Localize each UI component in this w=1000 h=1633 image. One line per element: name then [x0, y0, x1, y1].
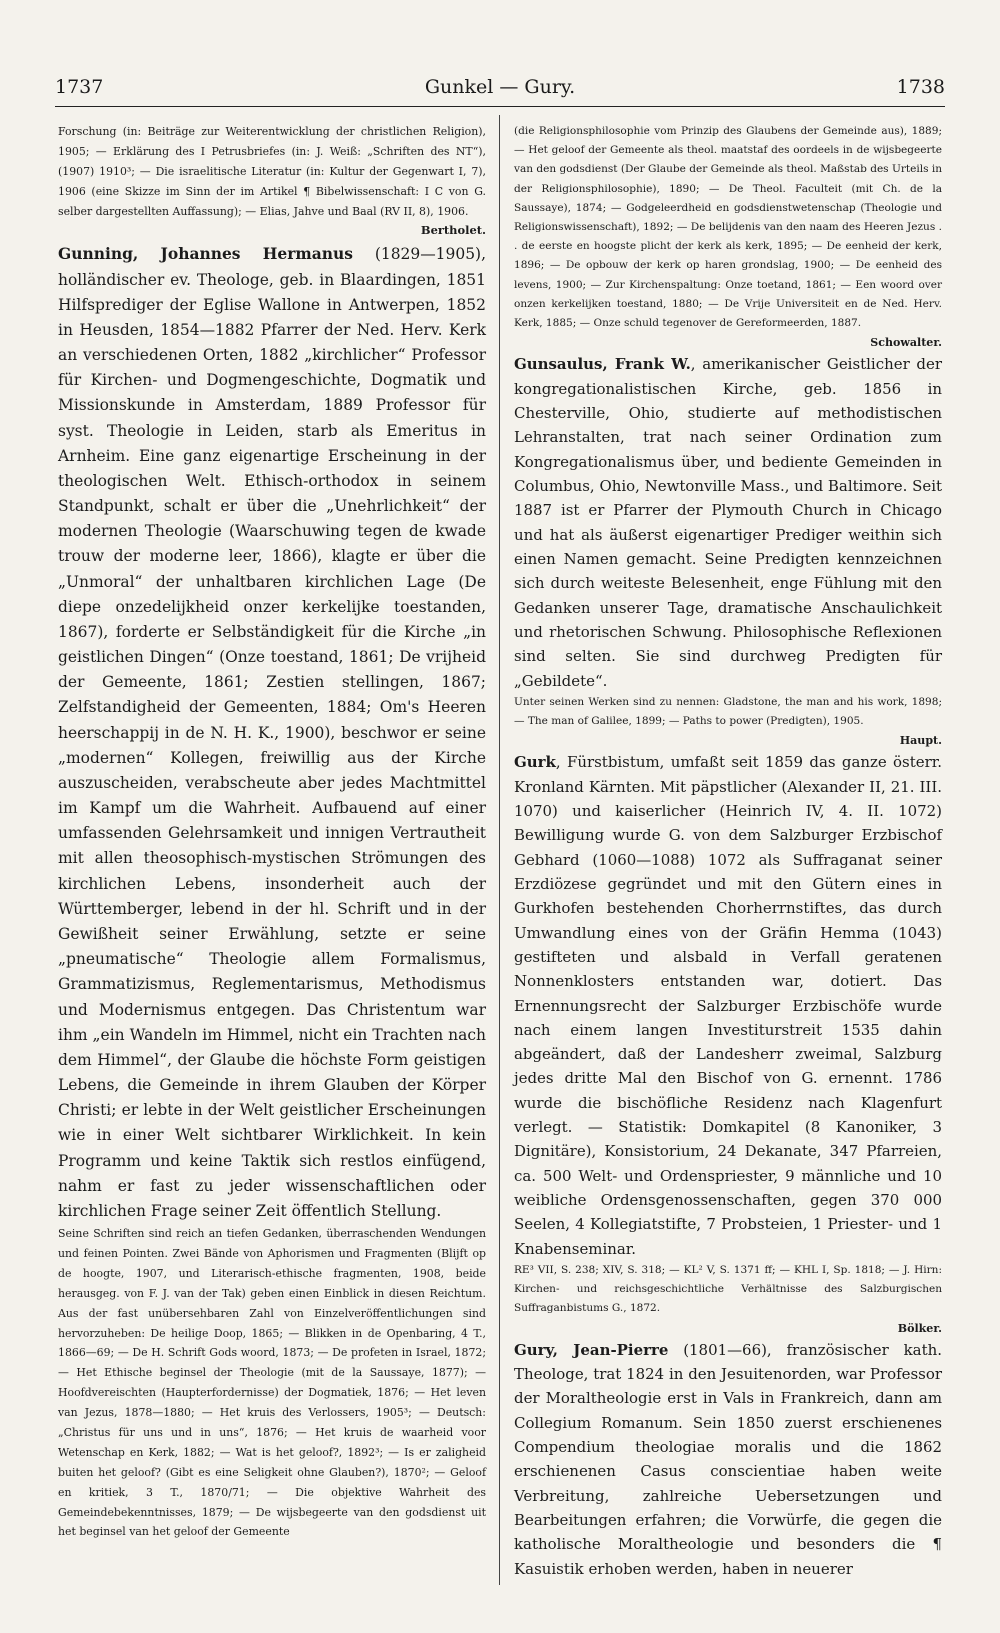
- headword: Gunsaulus, Frank W.: [514, 355, 691, 374]
- page-number-right: 1738: [896, 76, 945, 98]
- article-text: , amerikanischer Geistlicher der kongregationalistischen Kirche, geb. 1856 in Chesterville, Ohio, studierte auf methodistischen Lehranstalten, trat nach seiner Ordination zum Kongregationalismus über, und bediente Gemeinden in Columbus, Ohio, Newtonville Mass., und Baltimore. Seit 1887 ist er Pfarrer der Plymouth Church in Chicago und hat als äußerst eigenartiger Prediger weithin sich einen Namen gemacht. Seine Predigten kennzeichnen sich durch weiteste Belesenheit, enge Fühlung mit den Gedanken unserer Tage, dramatische Anschaulichkeit und rhetorischen Schwung. Philosophische Reflexionen sind selten. Sie sind durchweg Predigten für „Gebildete“.: [514, 355, 942, 690]
- article-gurk: [514, 750, 942, 1261]
- article-gury: [514, 1338, 942, 1581]
- bibliography: RE³ VII, S. 238; XIV, S. 318; — KL² V, S. 1371 ff; — KHL I, Sp. 1818; — J. Hirn: Kirchen- und reichsgeschichtliche Verhältnisse des Salzburgischen Suffraganbistums G., 1872.: [514, 1263, 942, 1315]
- headword: Gury, Jean-Pierre: [514, 1340, 669, 1359]
- author-signature: Haupt.: [899, 734, 942, 748]
- running-head: [55, 66, 945, 107]
- article-gunning: [58, 241, 486, 1224]
- article-text: , Fürstbistum, umfaßt seit 1859 das ganze österr. Kronland Kärnten. Mit päpstlicher (Alexander II, 21. III. 1070) und kaiserlicher (Heinrich IV, 4. II. 1072) Bewilligung wurde G. von dem Salzburger Erzbischof Gebhard (1060—1088) 1072 als Suffraganat seiner Erzdiözese gegründet und mit den Gütern eines in Gurkhofen bestehenden Chorherrnstiftes, das durch Umwandlung eines von der Gräfin Hemma (1043) gestifteten und alsbald in Verfall geratenen Nonnenklosters entstanden war, dotiert. Das Ernennungsrecht der Salzburger Erzbischöfe wurde nach einem langen Investiturstreit 1535 dahin abgeändert, daß der Landesherr zweimal, Salzburg jedes dritte Mal den Bischof von G. ernennt. 1786 wurde die bischöfliche Residenz nach Klagenfurt verlegt. — Statistik: Domkapitel (8 Kanoniker, 3 Dignitäre), Konsistorium, 24 Dekanate, 347 Pfarreien, ca. 500 Welt- und Ordenspriester, 9 männliche und 10 weibliche Ordensgenossenschaften, gegen 370 000 Seelen, 4 Kollegiatstifte, 7 Probsteien, 1 Priester- und 1 Knabenseminar.: [514, 753, 942, 1258]
- bibliography-continued: (die Religionsphilosophie vom Prinzip des Glaubens der Gemeinde aus), 1889; — Het geloof der Gemeente als theol. maatstaf des oordeels in de wijsbegeerte van den godsdienst (Der Glaube der Gemeinde als theol. Maßstab des Urteils in der Religionsphilosophie), 1890; — De Theol. Faculteit (mit Ch. de la Saussaye), 1874; — Godgeleerdheid en godsdienstwetenschap (Theologie und Religionswissenschaft), 1892; — De belijdenis van den naam des Heeren Jezus . . de eerste en hoogste plicht der kerk als kerk, 1895; — De eenheid der kerk, 1896; — De opbouw der kerk op haren grondslag, 1900; — De eenheid des levens, 1900; — Zur Kirchenspaltung: Onze toetand, 1861; — Een woord over onzen kerkelijken toestand, 1880; — De Vrije Universiteit en de Ned. Herv. Kerk, 1885; — Onze schuld tegenover de Gereformeerden, 1887.: [514, 125, 942, 330]
- article-gunsaulus: [514, 352, 942, 692]
- bibliography-previous: Forschung (in: Beiträge zur Weiterentwicklung der christlichen Religion), 1905; — Erklärung des I Petrusbriefes (in: J. Weiß: „Schriften des NT“), (1907) 1910³; — Die israelitische Literatur (in: Kultur der Gegenwart I, 7), 1906 (eine Skizze im Sinn der im Artikel ¶ Bibelwissenschaft: I C von G. selber dargestellten Auffassung); — Elias, Jahve und Baal (RV II, 8), 1906.: [58, 125, 486, 218]
- right-column: [514, 122, 942, 1581]
- running-title: Gunkel — Gury.: [424, 76, 576, 98]
- author-signature: Bölker.: [897, 1321, 942, 1335]
- bibliography: Unter seinen Werken sind zu nennen: Gladstone, the man and his work, 1898; — The man of Galilee, 1899; — Paths to power (Predigten), 1905.: [514, 695, 942, 728]
- page-number-left: 1737: [55, 76, 104, 98]
- bibliography: Seine Schriften sind reich an tiefen Gedanken, überraschenden Wendungen und feinen Pointen. Zwei Bände von Aphorismen und Fragmenten (Blijft op de hoogte, 1907, und Literarisch-ethische fragmenten, 1908, beide herausgeg. von F. J. van der Tak) geben einen Einblick in diesen Reichtum. Aus der fast unübersehbaren Zahl von Einzelveröffentlichungen sind hervorzuheben: De heilige Doop, 1865; — Blikken in de Openbaring, 4 T., 1866—69; — De H. Schrift Gods woord, 1873; — De profeten in Israel, 1872; — Het Ethische beginsel der Theologie (mit de la Saussaye, 1877); — Hoofdvereischten (Haupterfordernisse) der Dogmatiek, 1876; — Het leven van Jezus, 1878—1880; — Het kruis des Verlossers, 1905³; — Deutsch: „Christus für uns und in uns“, 1876; — Het kruis de waarheid voor Wetenschap en Kerk, 1882; — Wat is het geloof?, 1892³; — Is er zaligheid buiten het geloof? (Gibt es eine Seligkeit ohne Glauben?), 1870²; — Geloof en kritiek, 3 T., 1870/71; — Die objektive Wahrheit des Gemeindebekenntnisses, 1879; — De wijsbegeerte van den godsdienst uit het beginsel van het geloof der Gemeente: [58, 1227, 486, 1539]
- author-signature: Schowalter.: [870, 336, 942, 350]
- article-text: (1829—1905), holländischer ev. Theologe, geb. in Blaardingen, 1851 Hilfsprediger der Eglise Wallone in Antwerpen, 1852 in Heusden, 1854—1882 Pfarrer der Ned. Herv. Kerk an verschiedenen Orten, 1882 „kirchlicher“ Professor für Kirchen- und Dogmengeschichte, Dogmatik und Missionskunde in Amsterdam, 1889 Professor für syst. Theologie in Leiden, starb als Emeritus in Arnheim. Eine ganz eigenartige Erscheinung in der theologischen Welt. Ethisch-orthodox in seinem Standpunkt, schalt er über die „Unehrlichkeit“ der modernen Theologie (Waarschuwing tegen de kwade trouw der moderne leer, 1866), klagte er über die „Unmoral“ der unhaltbaren kirchlichen Lage (De diepe onzedelijkheid onzer kerkelijke toestanden, 1867), forderte er Selbständigkeit für die Kirche „in geistlichen Dingen“ (Onze toestand, 1861; De vrijheid der Gemeente, 1861; Zestien stellingen, 1867; Zelfstandigheid der Gemeenten, 1884; Om's Heeren heerschappij in de N. H. K., 1900), beschwor er seine „modernen“ Kollegen, freiwillig aus der Kirche auszuscheiden, verabscheute aber jedes Machtmittel im Kampf um die Wahrheit. Aufbauend auf einer umfassenden Gelehrsamkeit und innigen Vertrautheit mit allen theosophisch-mystischen Strömungen des kirchlichen Lebens, insonderheit auch der Württemberger, lebend in der hl. Schrift und in der Gewißheit seiner Erwählung, setzte er seine „pneumatische“ Theologie allem Formalismus, Grammatizismus, Reglementarismus, Methodismus und Modernismus entgegen. Das Christentum war ihm „ein Wandeln im Himmel, nicht ein Trachten nach dem Himmel“, der Glaube die höchste Form geistigen Lebens, die Gemeinde in ihrem Glauben der Körper Christi; er lebte in der Welt geistlicher Erscheinungen wie in einer Welt sichtbarer Wirklichkeit. In kein Programm und keine Taktik sich restlos einfügend, nahm er fast zu jeder wissenschaftlichen oder kirchlichen Frage seiner Zeit öffentlich Stellung.: [58, 245, 487, 1220]
- author-signature: Bertholet.: [420, 223, 486, 238]
- article-text: (1801—66), französischer kath. Theologe, trat 1824 in den Jesuitenorden, war Professor der Moraltheologie erst in Vals in Frankreich, dann am Collegium Romanum. Sein 1850 zuerst erschienenes Compendium theologiae moralis und die 1862 erschienenen Casus conscientiae haben weite Verbreitung, zahlreiche Uebersetzungen und Bearbeitungen erfahren; die Vorwürfe, die gegen die katholische Moraltheologie und besonders die ¶ Kasuistik erhoben werden, haben in neuerer: [514, 1340, 942, 1578]
- left-column: [58, 122, 486, 1542]
- column-divider: [499, 115, 500, 1585]
- headword: Gurk: [514, 753, 556, 772]
- headword: Gunning, Johannes Hermanus: [58, 244, 353, 264]
